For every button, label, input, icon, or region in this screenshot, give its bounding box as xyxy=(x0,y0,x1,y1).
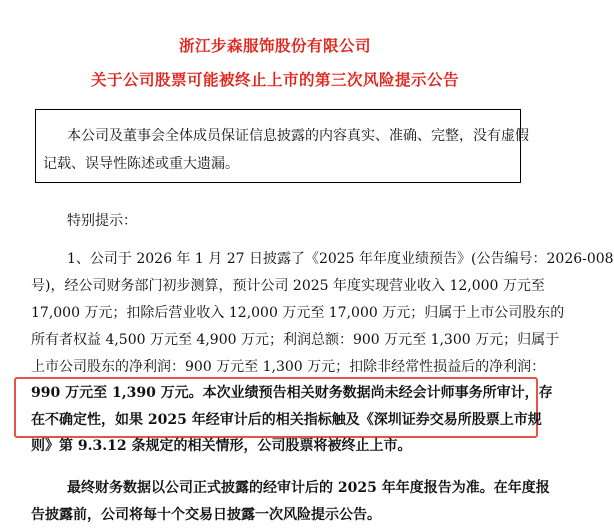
paragraph-1-line-2: 号)，经公司财务部门初步测算，预计公司 2025 年度实现营业收入 12,000 万元至 xyxy=(31,278,545,294)
disclaimer-line-1: 本公司及董事会全体成员保证信息披露的内容真实、准确、完整，没有虚假 xyxy=(67,128,529,144)
section-heading: 特别提示： xyxy=(67,213,137,229)
paragraph-1-line-1: 1、公司于 2026 年 1 月 27 日披露了《2025 年年度业绩预告》(公告编号：2026-008 xyxy=(67,251,614,267)
paragraph-1-line-3: 17,000 万元；扣除后营业收入 12,000 万元至 17,000 万元；归属于上市公司股东的 xyxy=(31,305,565,321)
paragraph-2-line-2: 告披露前，公司将每十个交易日披露一次风险提示公告。 xyxy=(31,507,381,523)
disclaimer-line-2: 记载、误导性陈述或重大遗漏。 xyxy=(43,156,239,172)
announcement-title: 关于公司股票可能被终止上市的第三次风险提示公告 xyxy=(90,70,459,89)
paragraph-1-line-4: 所有者权益 4,500 万元至 4,900 万元；利润总额：900 万元至 1,300 万元；归属于 xyxy=(31,332,560,348)
paragraph-2-line-1: 最终财务数据以公司正式披露的经审计后的 2025 年年度报告为准。在年度报 xyxy=(67,480,550,496)
company-name: 浙江步森服饰股份有限公司 xyxy=(178,36,371,55)
paragraph-1-line-8: 则》第 9.3.12 条规定的相关情形，公司股票将被终止上市。 xyxy=(31,438,412,454)
paragraph-1-line-6: 990 万元至 1,390 万元。本次业绩预告相关财务数据尚未经会计师事务所审计，存 xyxy=(31,385,553,401)
paragraph-1-line-7: 在不确定性，如果 2025 年经审计后的相关指标触及《深圳证券交易所股票上市规 xyxy=(31,412,542,428)
paragraph-1-line-5: 上市公司股东的净利润：900 万元至 1,300 万元；扣除非经常性损益后的净利润： xyxy=(31,359,546,375)
